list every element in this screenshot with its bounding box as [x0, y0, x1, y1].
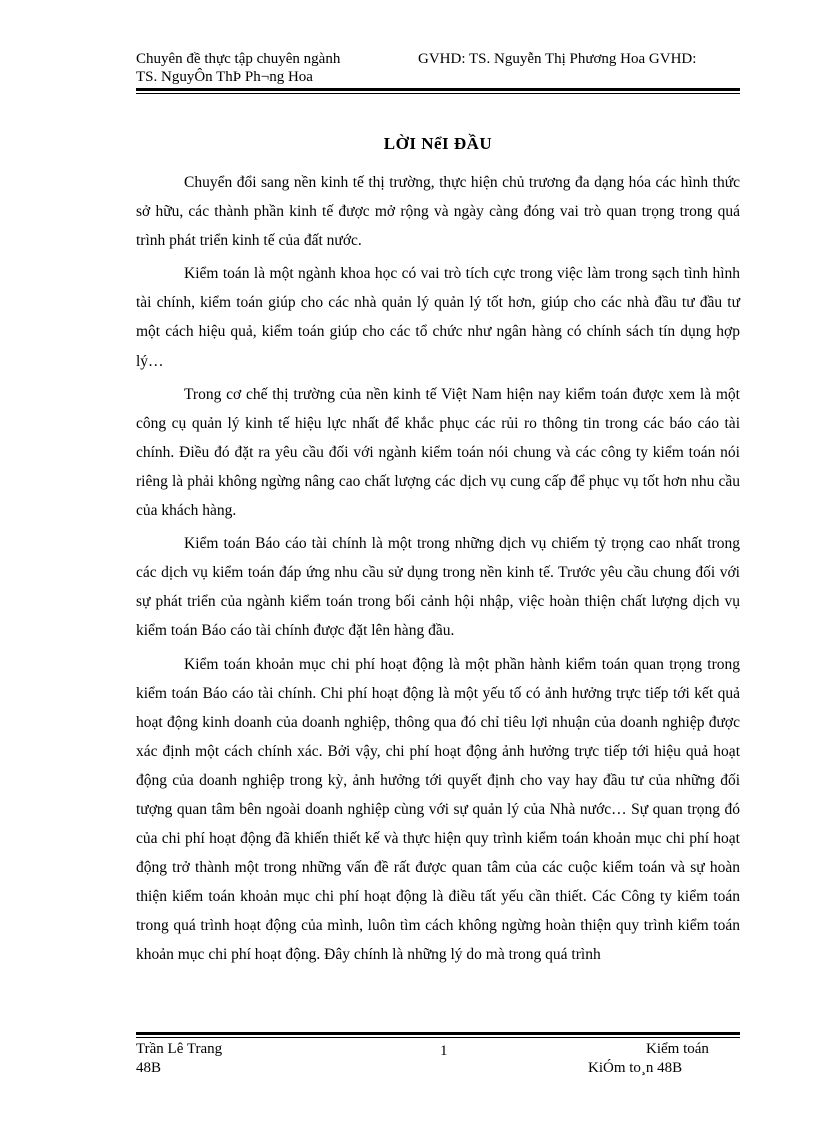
footer-department: Kiểm toán	[646, 1041, 709, 1057]
page-title: LỜI NểI ĐẦU	[383, 134, 493, 153]
header-rule-thick	[136, 88, 740, 91]
header-course-title: Chuyên đề thực tập chuyên ngành	[136, 51, 341, 67]
paragraph: Kiểm toán Báo cáo tài chính là một trong những dịch vụ chiếm tỷ trọng cao nhất trong các dịch vụ kiểm toán đáp ứng nhu cầu sử dụng trong nền kinh tế. Trước yêu cầu chung đối với sự phát triển của ngành kiểm toán trong bối cảnh hội nhập, việc hoàn thiện chất lượng dịch vụ kiểm toán Báo cáo tài chính được đặt lên hàng đầu.	[136, 535, 740, 640]
header-advisor-garbled: TS. NguyÔn ThÞ Ph¬ng Hoa	[136, 69, 313, 85]
document-body	[136, 168, 740, 974]
paragraph: Kiểm toán là một ngành khoa học có vai trò tích cực trong việc làm trong sạch tình hình tài chính, kiểm toán giúp cho các nhà quản lý quản lý tốt hơn, giúp cho các nhà đầu tư đầu tư một cách hiệu quả, kiểm toán giúp cho các tổ chức như ngân hàng có chính sách tín dụng hợp lý…	[136, 265, 740, 370]
footer-rule-thin	[136, 1037, 740, 1038]
footer-author-name: Trần Lê Trang	[136, 1041, 223, 1057]
footer-class: 48B	[136, 1060, 162, 1076]
page-number: 1	[440, 1043, 448, 1059]
footer-rule-thick	[136, 1032, 740, 1035]
paragraph: Chuyển đổi sang nền kinh tế thị trường, thực hiện chủ trương đa dạng hóa các hình thức sở hữu, các thành phần kinh tế được mở rộng và ngày càng đóng vai trò quan trọng trong quá trình phát triển kinh tế của đất nước.	[136, 174, 740, 250]
header-rule-thin	[136, 93, 740, 94]
paragraph: Trong cơ chế thị trường của nền kinh tế Việt Nam hiện nay kiểm toán được xem là một công cụ quản lý kinh tế hiệu lực nhất để khắc phục các rủi ro thông tin trong các báo cáo tài chính. Điều đó đặt ra yêu cầu đối với ngành kiểm toán nói chung và các công ty kiểm toán nói riêng là phải không ngừng nâng cao chất lượng các dịch vụ cung cấp để phục vụ tốt hơn nhu cầu của khách hàng.	[136, 385, 740, 520]
header-advisor: GVHD: TS. Nguyễn Thị Phương Hoa GVHD:	[418, 51, 697, 67]
paragraph: Kiểm toán khoản mục chi phí hoạt động là một phần hành kiểm toán quan trọng trong kiểm toán Báo cáo tài chính. Chi phí hoạt động là một yếu tố có ảnh hưởng trực tiếp tới kết quả hoạt động kinh doanh của doanh nghiệp, thông qua đó chỉ tiêu lợi nhuận của doanh nghiệp được xác định một cách chính xác. Bởi vậy, chi phí hoạt động ảnh hưởng trực tiếp tới hiệu quả hoạt động của doanh nghiệp trong kỳ, ảnh hưởng tới quyết định cho vay hay đầu tư của những đối tượng quan tâm bên ngoài doanh nghiệp cùng với sự quản lý của Nhà nước… Sự quan trọng đó của chi phí hoạt động đã khiến thiết kế và thực hiện quy trình kiểm toán khoản mục chi phí hoạt động trở thành một trong những vấn đề rất được quan tâm của các cuộc kiểm toán và sự hoàn thiện kiểm toán khoản mục chi phí hoạt động là điều tất yếu cần thiết. Các Công ty kiểm toán trong quá trình hoạt động của mình, luôn tìm cách không ngừng hoàn thiện quy trình kiểm toán khoản mục chi phí hoạt động. Đây chính là những lý do mà trong quá trình	[136, 655, 740, 964]
footer-department-garbled: KiÓm to¸n 48B	[588, 1060, 683, 1076]
